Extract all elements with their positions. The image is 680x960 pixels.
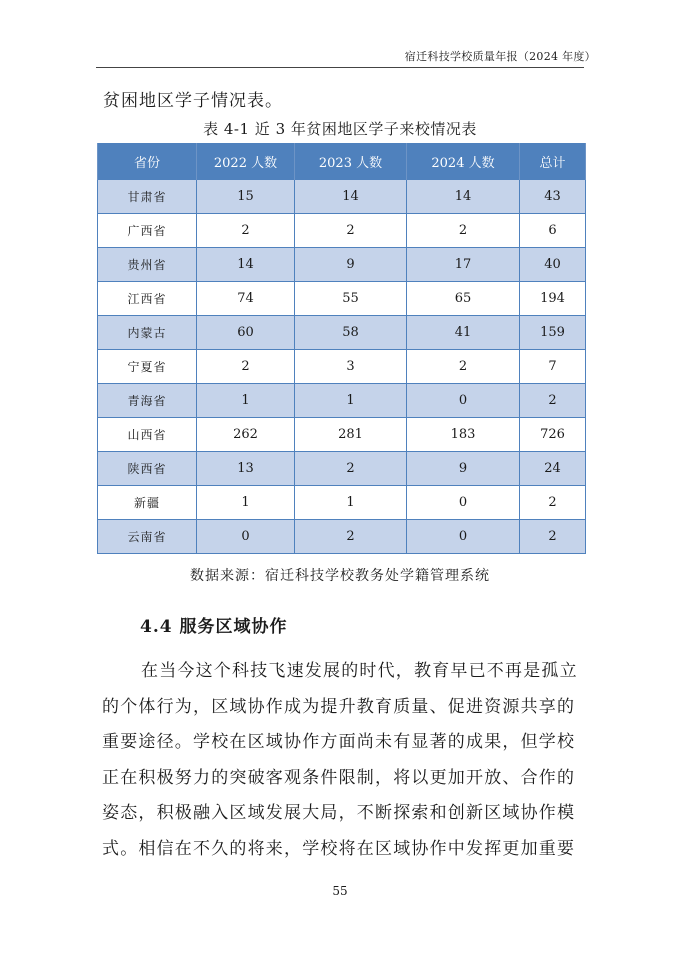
value-cell: 14 <box>197 248 295 282</box>
value-cell: 0 <box>407 384 520 418</box>
value-cell: 58 <box>295 316 407 350</box>
paragraph-line: 式。相信在不久的将来，学校将在区域协作中发挥更加重要 <box>102 838 576 859</box>
province-cell: 江西省 <box>98 282 197 316</box>
province-cell: 宁夏省 <box>98 350 197 384</box>
value-cell: 14 <box>295 180 407 214</box>
table-row <box>98 452 586 486</box>
value-cell: 159 <box>520 316 586 350</box>
table-row <box>98 350 586 384</box>
value-cell: 0 <box>407 486 520 520</box>
paragraph-line: 重要途径。学校在区域协作方面尚未有显著的成果，但学校 <box>102 732 576 752</box>
province-cell: 陕西省 <box>98 452 197 486</box>
value-cell: 74 <box>197 282 295 316</box>
value-cell: 2 <box>295 214 407 248</box>
value-cell: 55 <box>295 282 407 316</box>
province-cell: 贵州省 <box>98 248 197 282</box>
province-cell: 广西省 <box>98 214 197 248</box>
value-cell: 65 <box>407 282 520 316</box>
value-cell: 1 <box>197 384 295 418</box>
table-row <box>98 248 586 282</box>
lead-text: 贫困地区学子情况表。 <box>103 91 283 111</box>
body-paragraph <box>102 654 590 867</box>
poverty-students-table <box>97 143 586 554</box>
paragraph-line: 在当今这个科技飞速发展的时代，教育早已不再是孤立 <box>141 661 578 681</box>
value-cell: 7 <box>520 350 586 384</box>
value-cell: 60 <box>197 316 295 350</box>
table-row <box>98 282 586 316</box>
value-cell: 41 <box>407 316 520 350</box>
value-cell: 43 <box>520 180 586 214</box>
section-title: 4.4 服务区域协作 <box>140 617 288 637</box>
table-row <box>98 486 586 520</box>
value-cell: 726 <box>520 418 586 452</box>
table-row <box>98 520 586 554</box>
paragraph-line: 的个体行为，区域协作成为提升教育质量、促进资源共享的 <box>102 696 576 717</box>
value-cell: 6 <box>520 214 586 248</box>
value-cell: 2 <box>407 350 520 384</box>
province-cell: 青海省 <box>98 384 197 418</box>
value-cell: 14 <box>407 180 520 214</box>
value-cell: 1 <box>295 486 407 520</box>
value-cell: 0 <box>197 520 295 554</box>
value-cell: 9 <box>295 248 407 282</box>
value-cell: 194 <box>520 282 586 316</box>
value-cell: 15 <box>197 180 295 214</box>
column-header: 2024 人数 <box>407 143 520 180</box>
column-header: 总计 <box>520 143 586 180</box>
value-cell: 0 <box>407 520 520 554</box>
value-cell: 2 <box>295 452 407 486</box>
page-number: 55 <box>332 884 348 898</box>
table-caption: 表 4-1 近 3 年贫困地区学子来校情况表 <box>203 120 477 138</box>
column-header: 2022 人数 <box>197 143 295 180</box>
paragraph-line: 正在积极努力的突破客观条件限制，将以更加开放、合作的 <box>102 767 576 788</box>
column-header: 2023 人数 <box>295 143 407 180</box>
value-cell: 2 <box>197 350 295 384</box>
value-cell: 1 <box>197 486 295 520</box>
table-row <box>98 214 586 248</box>
table-row <box>98 180 586 214</box>
value-cell: 24 <box>520 452 586 486</box>
value-cell: 2 <box>520 384 586 418</box>
value-cell: 2 <box>407 214 520 248</box>
value-cell: 262 <box>197 418 295 452</box>
value-cell: 17 <box>407 248 520 282</box>
value-cell: 3 <box>295 350 407 384</box>
column-header: 省份 <box>98 143 197 180</box>
province-cell: 内蒙古 <box>98 316 197 350</box>
value-cell: 40 <box>520 248 586 282</box>
value-cell: 2 <box>295 520 407 554</box>
table-row <box>98 418 586 452</box>
value-cell: 2 <box>520 486 586 520</box>
value-cell: 281 <box>295 418 407 452</box>
value-cell: 9 <box>407 452 520 486</box>
table-row <box>98 384 586 418</box>
header-title: 宿迁科技学校质量年报（2024 年度） <box>404 50 596 63</box>
table-row <box>98 316 586 350</box>
province-cell: 山西省 <box>98 418 197 452</box>
value-cell: 183 <box>407 418 520 452</box>
table-source: 数据来源：宿迁科技学校教务处学籍管理系统 <box>190 568 490 584</box>
value-cell: 2 <box>197 214 295 248</box>
province-cell: 云南省 <box>98 520 197 554</box>
province-cell: 新疆 <box>98 486 197 520</box>
paragraph-line: 姿态，积极融入区域发展大局，不断探索和创新区域协作模 <box>102 803 576 823</box>
header-rule <box>96 67 584 68</box>
province-cell: 甘肃省 <box>98 180 197 214</box>
value-cell: 13 <box>197 452 295 486</box>
value-cell: 1 <box>295 384 407 418</box>
table-header-row <box>98 143 586 180</box>
value-cell: 2 <box>520 520 586 554</box>
